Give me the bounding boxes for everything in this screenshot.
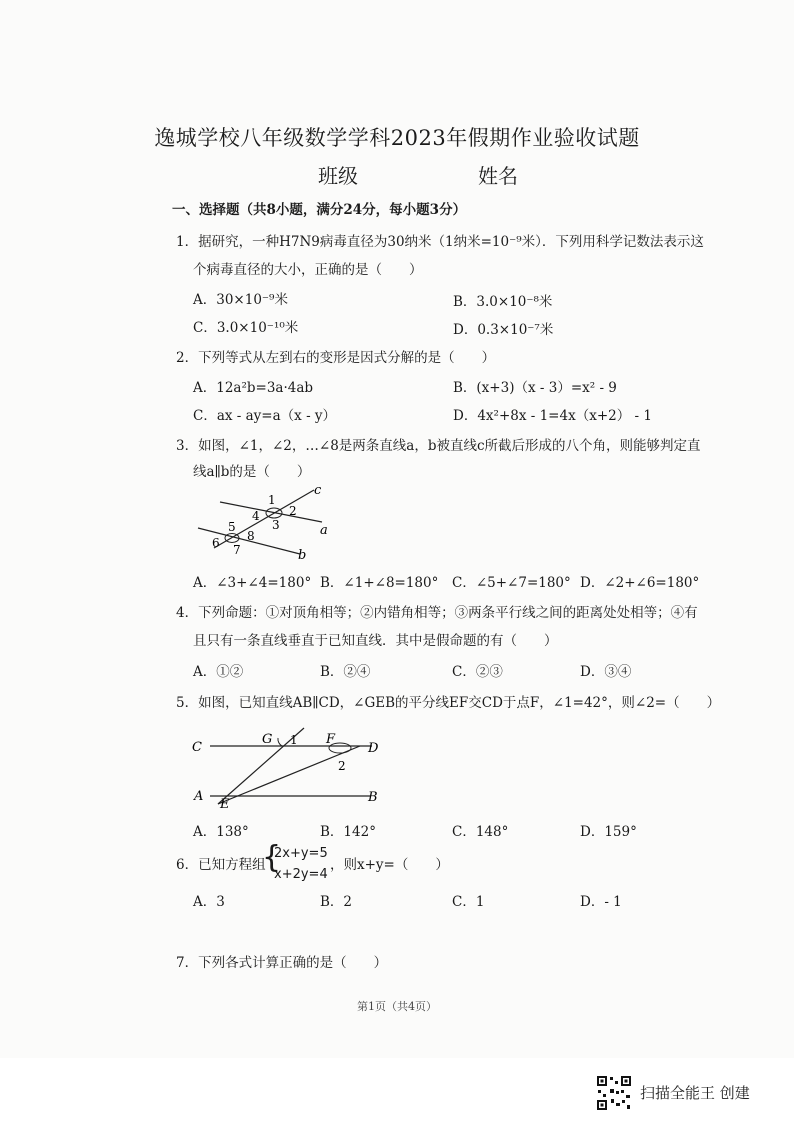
q3-option-a: A．∠3+∠4=180° xyxy=(193,575,312,591)
q6-brace: { xyxy=(262,840,282,875)
q4-option-c: C．②③ xyxy=(452,664,503,680)
q1-option-c: C．3.0×10⁻¹⁰米 xyxy=(193,320,299,336)
fig3-label-6: 6 xyxy=(212,536,220,550)
line-ef xyxy=(218,746,360,804)
q2-option-a: A．12a²b=3a·4ab xyxy=(193,380,314,396)
angle1-arc xyxy=(278,738,282,746)
fig5-label-a: A xyxy=(194,789,204,804)
q6-option-a: A．3 xyxy=(193,894,225,910)
fig5-label-d: D xyxy=(368,741,379,756)
fig5-label-e: E xyxy=(220,797,230,812)
fig3-label-1: 1 xyxy=(268,493,276,507)
q7-stem: 7．下列各式计算正确的是（ ） xyxy=(176,955,388,971)
q4-option-b: B．②④ xyxy=(320,664,371,680)
line-c xyxy=(214,490,314,548)
fig5-label-1: 1 xyxy=(290,733,298,747)
name-label: 姓名 xyxy=(478,164,518,188)
q3-option-d: D．∠2+∠6=180° xyxy=(580,575,700,591)
section-heading: 一、选择题（共8小题，满分24分，每小题3分） xyxy=(172,202,467,218)
page-footer: 第1页（共4页） xyxy=(357,1000,437,1013)
q3-option-b: B．∠1+∠8=180° xyxy=(320,575,439,591)
q1-option-b: B．3.0×10⁻⁸米 xyxy=(453,294,553,310)
q6-stem-suffix: ，则x+y=（ ） xyxy=(330,857,449,873)
page-title: 逸城学校八年级数学学科2023年假期作业验收试题 xyxy=(154,126,640,150)
q3-stem-line1: 3．如图，∠1，∠2，…∠8是两条直线a，b被直线c所截后形成的八个角，则能够判定直 xyxy=(176,438,701,454)
q5-option-a: A．138° xyxy=(193,824,249,840)
fig3-label-4: 4 xyxy=(252,509,260,523)
fig5-label-g: G xyxy=(262,732,273,747)
fig3-label-8: 8 xyxy=(247,529,255,543)
fig3-label-2: 2 xyxy=(289,504,297,518)
q3-figure xyxy=(192,482,342,562)
q4-stem-line1: 4．下列命题：①对顶角相等；②内错角相等；③两条平行线之间的距离处处相等；④有 xyxy=(176,605,698,621)
fig3-label-5: 5 xyxy=(228,520,236,534)
class-label: 班级 xyxy=(318,164,358,188)
fig3-label-a: a xyxy=(320,523,328,538)
q5-option-b: B．142° xyxy=(320,824,376,840)
q3-stem-line2: 线a∥b的是（ ） xyxy=(193,464,311,480)
fig3-label-c: c xyxy=(314,483,322,498)
fig5-label-2: 2 xyxy=(338,759,346,773)
fig5-label-f: F xyxy=(326,732,336,747)
q1-stem-line2: 个病毒直径的大小，正确的是（ ） xyxy=(193,262,423,278)
q6-stem-prefix: 6．已知方程组 xyxy=(176,857,266,873)
q2-stem: 2．下列等式从左到右的变形是因式分解的是（ ） xyxy=(176,350,496,366)
q5-stem: 5．如图，已知直线AB∥CD，∠GEB的平分线EF交CD于点F，∠1=42°，则∠2=（ ） xyxy=(176,695,721,711)
q4-option-a: A．①② xyxy=(193,664,244,680)
q6-option-c: C．1 xyxy=(452,894,485,910)
qr-code-icon xyxy=(596,1075,632,1111)
q4-option-d: D．③④ xyxy=(580,664,632,680)
q2-option-b: B．(x+3)（x - 3）=x² - 9 xyxy=(453,380,617,396)
q6-option-b: B．2 xyxy=(320,894,353,910)
q5-option-c: C．148° xyxy=(452,824,509,840)
q6-option-d: D．- 1 xyxy=(580,894,622,910)
q2-option-c: C．ax - ay=a（x - y） xyxy=(193,408,337,424)
fig3-label-7: 7 xyxy=(233,543,241,557)
fig5-label-b: B xyxy=(368,790,378,805)
q5-option-d: D．159° xyxy=(580,824,637,840)
q1-option-a: A．30×10⁻⁹米 xyxy=(193,292,288,308)
q6-equation-2: x+2y=4 xyxy=(274,867,328,882)
q1-stem-line1: 1．据研究，一种H7N9病毒直径为30纳米（1纳米=10⁻⁹米）．下列用科学记数法表示这 xyxy=(176,234,704,250)
fig5-label-c: C xyxy=(192,740,202,755)
fig3-label-3: 3 xyxy=(272,518,280,532)
q3-option-c: C．∠5+∠7=180° xyxy=(452,575,571,591)
q1-option-d: D．0.3×10⁻⁷米 xyxy=(453,322,554,338)
fig3-label-b: b xyxy=(298,548,307,562)
q6-equation-1: 2x+y=5 xyxy=(274,846,328,861)
q2-option-d: D．4x²+8x - 1=4x（x+2） - 1 xyxy=(453,408,652,424)
q4-stem-line2: 且只有一条直线垂直于已知直线．其中是假命题的有（ ） xyxy=(193,633,558,649)
q5-figure xyxy=(192,726,392,814)
scanner-brand: 扫描全能王 创建 xyxy=(640,1084,750,1102)
